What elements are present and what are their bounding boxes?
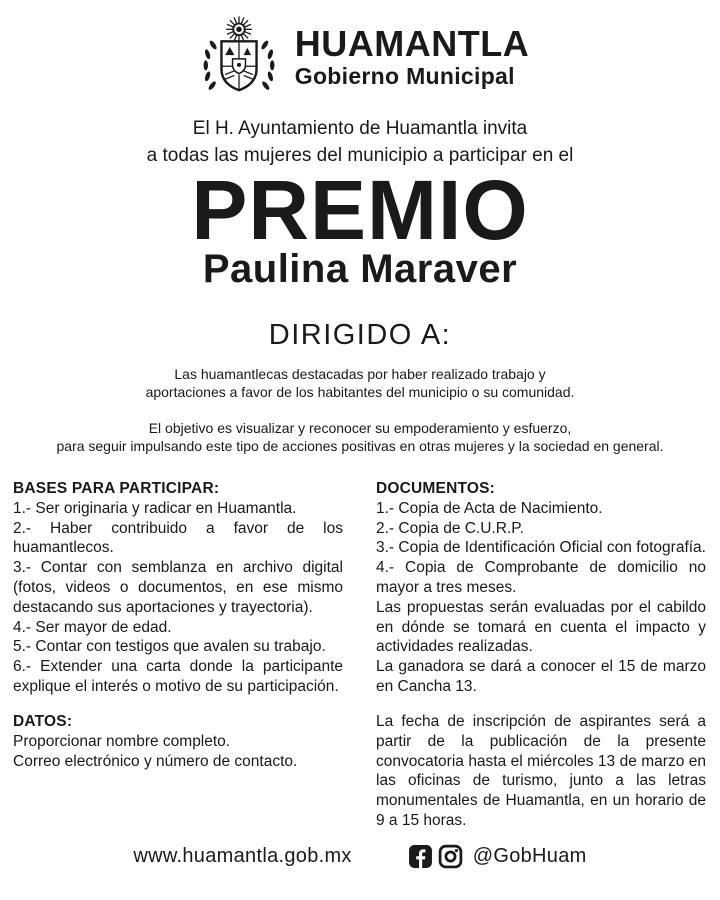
objective-line-2: para seguir impulsando este tipo de acciones positivas en otras mujeres y la sociedad en general. (56, 438, 664, 455)
content-columns (0, 479, 720, 831)
documentos-item: 1.- Copia de Acta de Nacimiento. (376, 499, 603, 517)
award-title-block (0, 163, 720, 291)
instagram-icon (438, 844, 463, 869)
bases-heading: BASES PARA PARTICIPAR: (13, 479, 220, 497)
invitation-text (0, 116, 720, 169)
footer (0, 844, 720, 869)
audience-line-1: Las huamantlecas destacadas por haber realizado trabajo y (174, 365, 546, 382)
datos-item: Correo electrónico y número de contacto. (13, 752, 298, 770)
org-title-block (294, 23, 530, 89)
bases-item: 5.- Contar con testigos que avalen su trabajo. (13, 638, 326, 656)
registration-paragraph: La fecha de inscripción de aspirantes será a partir de la publicación de la presente convocatoria hasta el miércoles 13 de marzo en las oficinas de turismo, junto a las letras monumentales de Huamantla, en un horario de 9 a 15 horas. (376, 712, 706, 830)
bases-column (13, 479, 343, 831)
social-icons (408, 844, 463, 869)
documentos-item: 2.- Copia de C.U.R.P. (376, 519, 524, 537)
header (0, 0, 720, 102)
winner-announcement-paragraph: La ganadora se dará a conocer el 15 de marzo en Cancha 13. (376, 658, 706, 696)
datos-block (13, 712, 343, 771)
org-name: HUAMANTLA (294, 23, 530, 64)
documentos-heading: DOCUMENTOS: (376, 479, 496, 497)
bases-item: 1.- Ser originaria y radicar en Huamantla. (13, 499, 297, 517)
documentos-item: 4.- Copia de Comprobante de domicilio no mayor a tres meses. (376, 559, 706, 596)
evaluation-paragraph: Las propuestas serán evaluadas por el cabildo en dónde se tomará en cuenta el impacto y actividades realizadas. (376, 598, 706, 656)
audience-line-2: aportaciones a favor de los habitantes del municipio o su comunidad. (145, 384, 575, 401)
award-honoree: Paulina Maraver (202, 246, 518, 291)
bases-item: 2.- Haber contribuido a favor de los huamantlecos. (13, 519, 343, 557)
datos-heading: DATOS: (13, 712, 73, 730)
org-subtitle: Gobierno Municipal (294, 63, 515, 89)
facebook-icon (408, 844, 433, 869)
invitation-line-1: El H. Ayuntamiento de Huamantla invita (192, 118, 528, 139)
website-url: www.huamantla.gob.mx (133, 844, 352, 867)
huamantla-coat-of-arms-icon (191, 12, 287, 102)
award-title: PREMIO (191, 163, 529, 258)
dirigido-heading: DIRIGIDO A: (268, 318, 452, 351)
datos-item: Proporcionar nombre completo. (13, 732, 231, 750)
bases-item: 3.- Contar con semblanza en archivo digital (fotos, videos o documentos, en ese mismo destacando sus aportaciones y trayectoria). (13, 559, 343, 616)
bases-item: 6.- Extender una carta donde la participante explique el interés o motivo de su participación. (13, 658, 343, 696)
audience-paragraph (0, 365, 720, 402)
bases-item: 4.- Ser mayor de edad. (13, 618, 172, 636)
objective-paragraph (0, 419, 720, 456)
documentos-column (376, 479, 706, 831)
social-handle: @GobHuam (472, 844, 587, 867)
invitation-line-2: a todas las mujeres del municipio a participar en el (146, 144, 574, 166)
documentos-item: 3.- Copia de Identificación Oficial con fotografía. (376, 539, 706, 557)
objective-line-1: El objetivo es visualizar y reconocer su empoderamiento y esfuerzo, (148, 419, 572, 436)
